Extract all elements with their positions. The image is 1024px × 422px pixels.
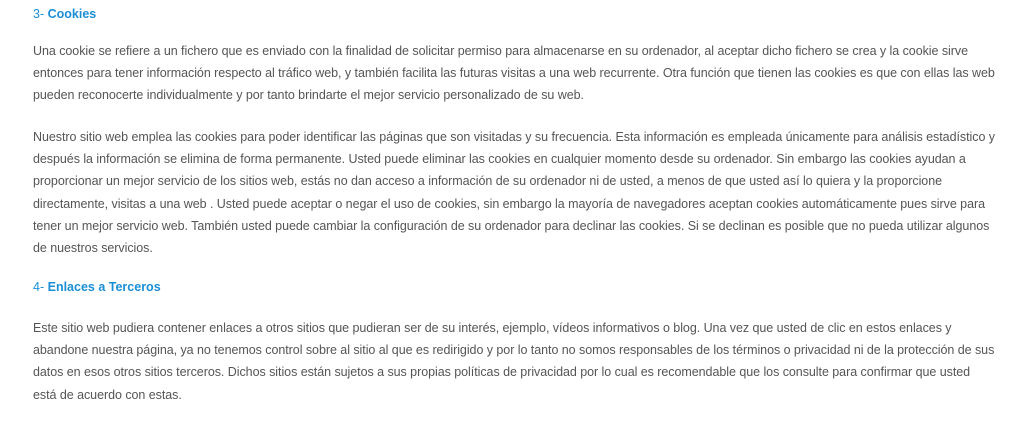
paragraph-cookies-usage: Nuestro sitio web emplea las cookies para poder identificar las páginas que son visitadas y su frecuencia. Esta información es empleada únicamente para análisis estadístico y después la información se elimina de forma permanente. Usted puede eliminar las cookies en cualquier momento desde su ordenador. Sin embargo las cookies ayudan a proporcionar un mejor servicio de los sitios web, estás no dan acceso a información de su ordenador ni de usted, a menos de que usted así lo quiera y la proporcione directamente, visitas a una web . Usted puede aceptar o negar el uso de cookies, sin embargo la mayoría de navegadores aceptan cookies automáticamente pues sirve para tener un mejor servicio web. También usted puede cambiar la configuración de su ordenador para declinar las cookies. Si se declinan es posible que no pueda utilizar algunos de nuestros servicios. — [33, 130, 995, 256]
section-number: 4- — [33, 280, 45, 294]
paragraph-third-party-links: Este sitio web pudiera contener enlaces a otros sitios que pudieran ser de su interés, ejemplo, vídeos informativos o blog. Una vez que usted de clic en estos enlaces y abandone nuestra página, ya no tenemos control sobre al sitio al que es redirigido y por lo tanto no somos responsables de los términos o privacidad ni de la protección de sus datos en esos otros sitios terceros. Dichos sitios están sujetos a sus propias políticas de privacidad por lo cual es recomendable que los consulte para confirmar que usted está de acuerdo con estas. — [33, 321, 995, 402]
section-heading-third-party-links — [33, 279, 161, 295]
section-title: Cookies — [47, 7, 97, 21]
paragraph-cookies-definition: Una cookie se refiere a un fichero que es enviado con la finalidad de solicitar permiso para almacenarse en su ordenador, al aceptar dicho fichero se crea y la cookie sirve entonces para tener información respecto al tráfico web, y también facilita las futuras visitas a una web recurrente. Otra función que tienen las cookies es que con ellas las web pueden reconocerte individualmente y por tanto brindarte el mejor servicio personalizado de su web. — [33, 44, 995, 103]
section-heading-cookies — [33, 6, 96, 22]
section-title: Enlaces a Terceros — [47, 280, 161, 294]
section-number: 3- — [33, 7, 45, 21]
